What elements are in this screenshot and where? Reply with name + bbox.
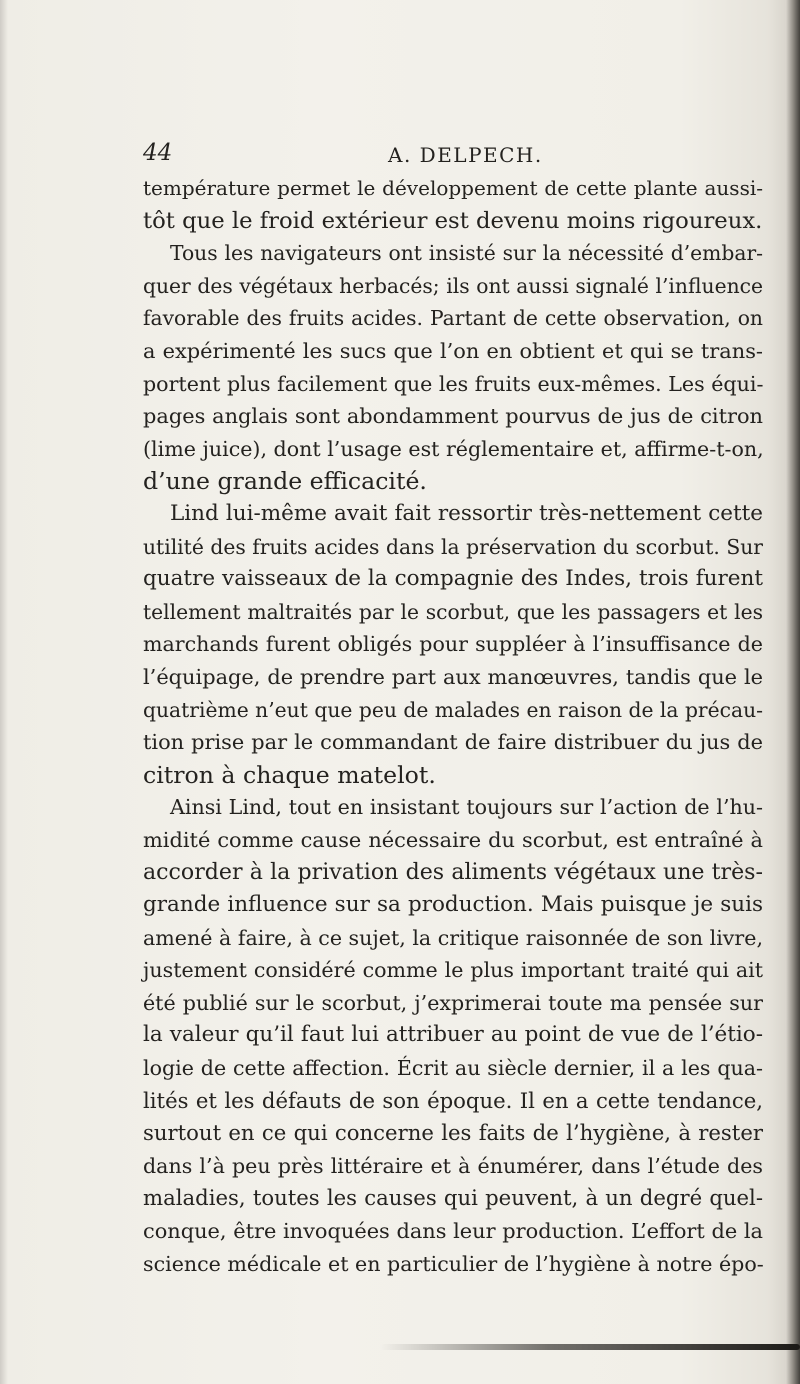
text-line: quatre vaisseaux de la compagnie des Indes, trois furent	[143, 566, 763, 592]
text-line: l’équipage, de prendre part aux manœuvres, tandis que le	[143, 664, 763, 689]
text-line: Lind lui-même avait fait ressortir très-nettement cette	[170, 500, 763, 526]
text-line: dans l’à peu près littéraire et à énumérer, dans l’étude des	[143, 1153, 763, 1178]
text-line: Tous les navigateurs ont insisté sur la nécessité d’embar-	[170, 241, 763, 266]
text-line: accorder à la privation des aliments végétaux une très-	[143, 859, 763, 886]
text-line: d’une grande efficacité.	[143, 467, 427, 496]
text-line: citron à chaque matelot.	[143, 760, 436, 789]
page-header	[143, 140, 763, 170]
text-line: tôt que le froid extérieur est devenu moins rigoureux.	[143, 207, 763, 234]
text-line: maladies, toutes les causes qui peuvent, à un degré quel-	[143, 1185, 763, 1211]
text-line: midité comme cause nécessaire du scorbut, est entraîné à	[143, 827, 763, 852]
text-line: lités et les défauts de son époque. Il en a cette tendance,	[143, 1087, 763, 1113]
page-bottom-edge	[380, 1344, 800, 1350]
text-line: Ainsi Lind, tout en insistant toujours sur l’action de l’hu-	[170, 795, 763, 820]
text-line: tellement maltraités par le scorbut, que les passagers et les	[143, 599, 763, 624]
page-gutter-shadow	[0, 0, 8, 1384]
text-line: la valeur qu’il faut lui attribuer au point de vue de l’étio-	[143, 1022, 763, 1048]
text-line: conque, être invoquées dans leur production. L’effort de la	[143, 1219, 763, 1243]
text-line: logie de cette affection. Écrit au siècle dernier, il a les qua-	[143, 1056, 763, 1081]
page-number: 44	[143, 140, 173, 166]
text-line: pages anglais sont abondamment pourvus de jus de citron	[143, 404, 763, 429]
text-line: marchands furent obligés pour suppléer à l’insuffisance de	[143, 632, 763, 657]
text-line: science médicale et en particulier de l’hygiène à notre épo-	[143, 1251, 764, 1276]
text-line: a expérimenté les sucs que l’on en obtient et qui se trans-	[143, 338, 763, 363]
text-line: surtout en ce qui concerne les faits de l’hygiène, à rester	[143, 1120, 763, 1146]
body-text	[143, 172, 763, 1280]
text-line: grande influence sur sa production. Mais puisque je suis	[143, 892, 763, 918]
text-line: quatrième n’eut que peu de malades en raison de la précau-	[143, 697, 763, 722]
text-line: (lime juice), dont l’usage est réglementaire et, affirme-t-on,	[143, 436, 764, 461]
text-line: utilité des fruits acides dans la préservation du scorbut. Sur	[143, 534, 763, 559]
text-line: portent plus facilement que les fruits eux-mêmes. Les équi-	[143, 371, 764, 396]
text-line: justement considéré comme le plus important traité qui ait	[143, 958, 763, 983]
text-line: tion prise par le commandant de faire distribuer du jus de	[143, 730, 763, 755]
text-line: amené à faire, à ce sujet, la critique raisonnée de son livre,	[143, 925, 763, 950]
text-line: température permet le développement de cette plante aussi-	[143, 176, 763, 200]
page-edge-shadow	[786, 0, 800, 1384]
text-line: quer des végétaux herbacés; ils ont aussi signalé l’influence	[143, 273, 763, 298]
running-head: A. DELPECH.	[388, 143, 543, 167]
text-line: favorable des fruits acides. Partant de cette observation, on	[143, 306, 763, 331]
text-line: été publié sur le scorbut, j’exprimerai toute ma pensée sur	[143, 990, 763, 1015]
